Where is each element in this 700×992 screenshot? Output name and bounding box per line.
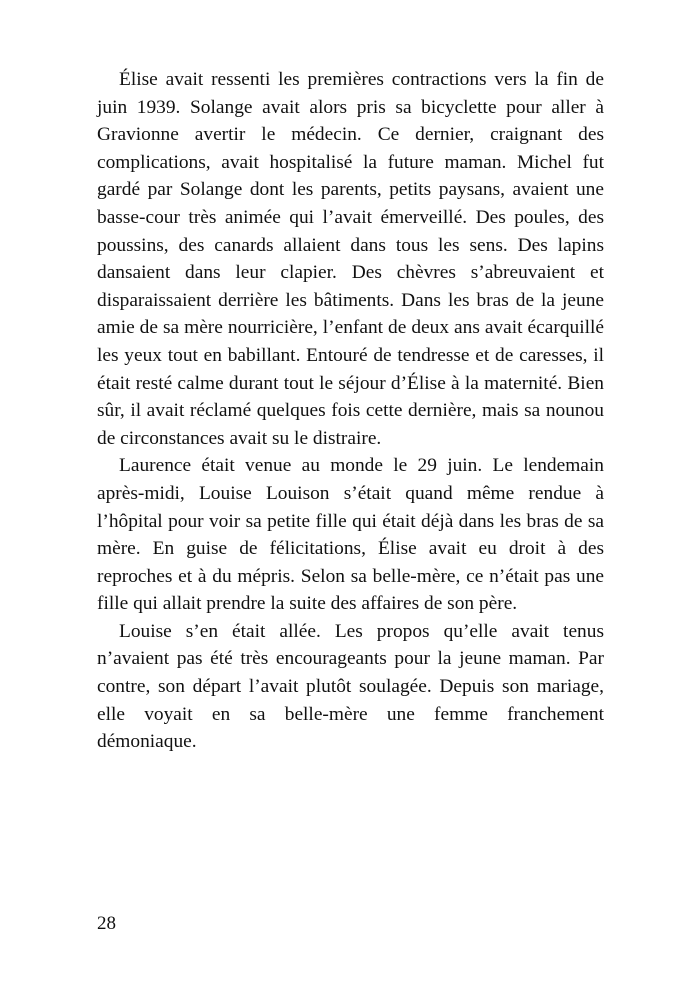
paragraph-1: Élise avait ressenti les premières contractions vers la fin de juin 1939. Solange avait alors pris sa bicyclette pour aller à Gravionne avertir le médecin. Ce dernier, craignant des complications, avait hospitalisé la future maman. Michel fut gardé par Solange dont les parents, petits paysans, avaient une basse-cour très animée qui l’avait émerveillé. Des poules, des poussins, des canards allaient dans tous les sens. Des lapins dansaient dans leur clapier. Des chèvres s’abreuvaient et disparaissaient derrière les bâtiments. Dans les bras de la jeune amie de sa mère nourricière, l’enfant de deux ans avait écarquillé les yeux tout en babillant. Entouré de tendresse et de caresses, il était resté calme durant tout le séjour d’Élise à la maternité. Bien sûr, il avait réclamé quelques fois cette dernière, mais sa nounou de circonstances avait su le distraire. [97,69,604,449]
paragraph-2: Laurence était venue au monde le 29 juin. Le lendemain après-midi, Louise Louison s’était quand même rendue à l’hôpital pour voir sa petite fille qui était déjà dans les bras de sa mère. En guise de félicitations, Élise avait eu droit à des reproches et à du mépris. Selon sa belle-mère, ce n’était pas une fille qui allait prendre la suite des affaires de son père. [97,455,604,615]
paragraph-3: Louise s’en était allée. Les propos qu’elle avait tenus n’avaient pas été très encourageants pour la jeune maman. Par contre, son départ l’avait plutôt soulagée. Depuis son mariage, elle voyait en sa belle-mère une femme franchement démoniaque. [97,620,604,753]
body-text [97,66,604,756]
page-number: 28 [97,913,116,934]
